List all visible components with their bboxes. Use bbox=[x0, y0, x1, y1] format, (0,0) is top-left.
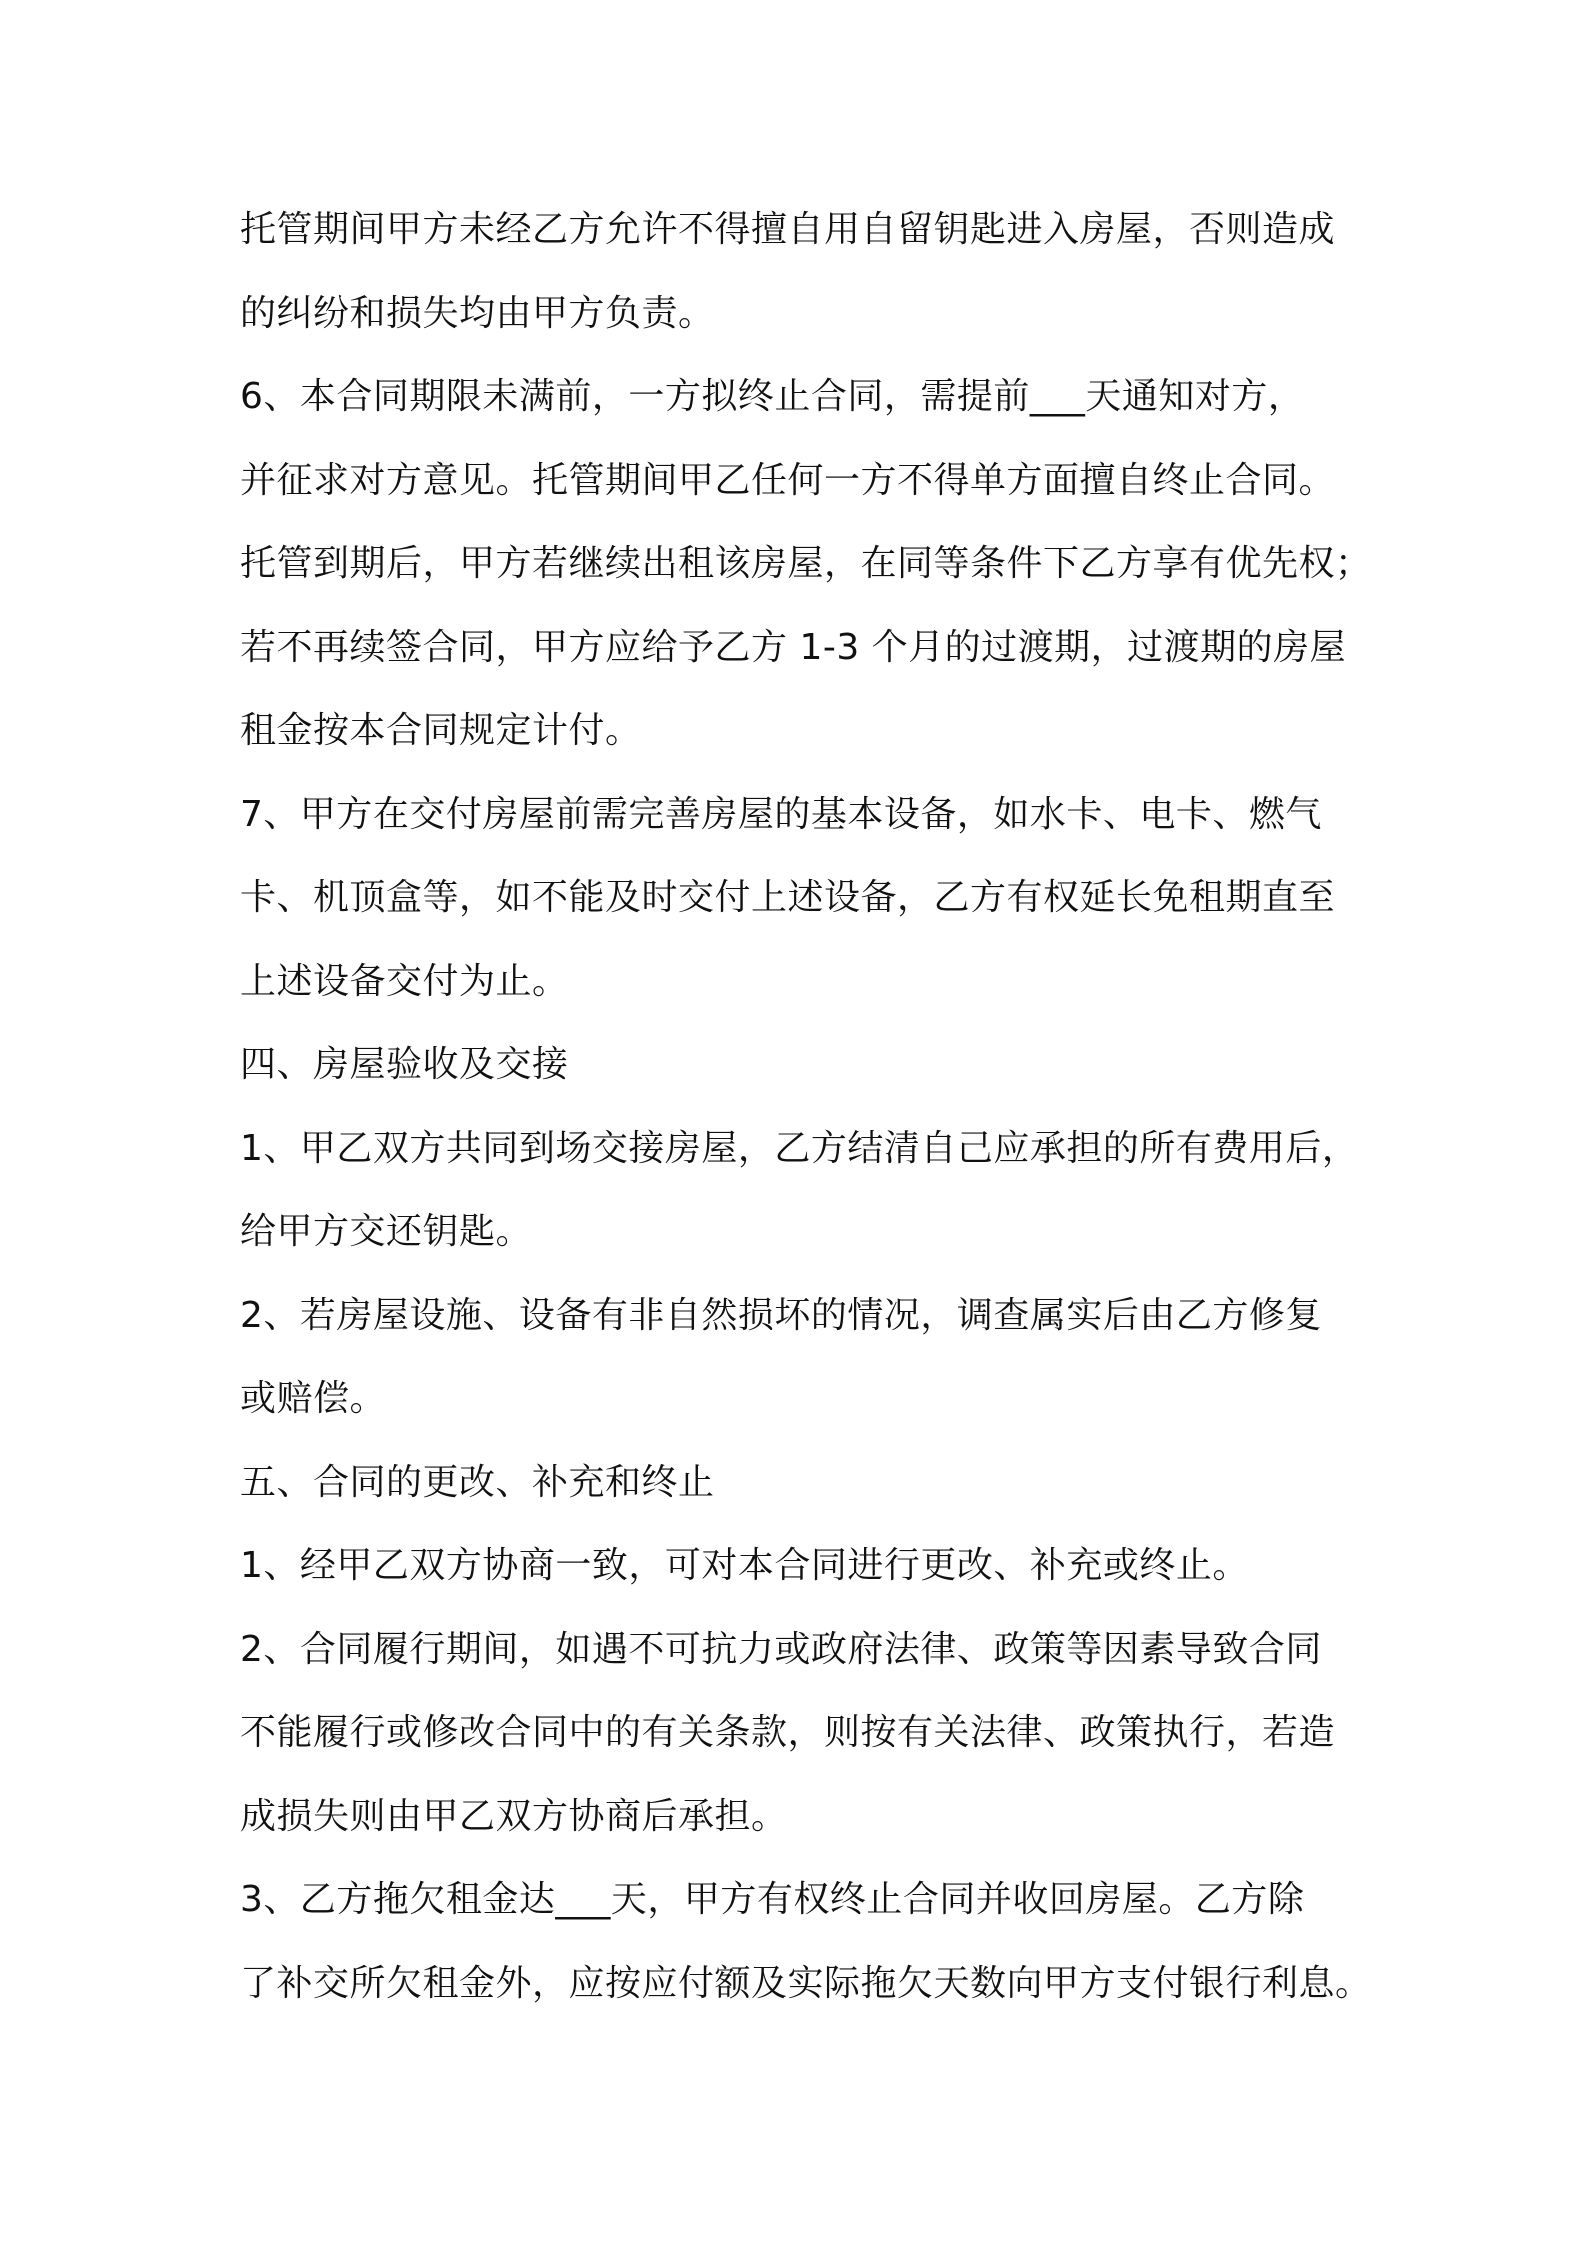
section-heading: 四、房屋验收及交接 bbox=[240, 1044, 569, 1085]
text-line: 3、乙方拖欠租金达___天，甲方有权终止合同并收回房屋。乙方除 bbox=[240, 1879, 1305, 1920]
text-line: 或赔偿。 bbox=[240, 1378, 387, 1419]
text-line: 的纠纷和损失均由甲方负责。 bbox=[240, 292, 715, 334]
section-heading: 五、合同的更改、补充和终止 bbox=[240, 1461, 715, 1503]
text-line: 1、甲乙双方共同到场交接房屋，乙方结清自己应承担的所有费用后， bbox=[240, 1127, 1359, 1169]
text-line: 成损失则由甲乙双方协商后承担。 bbox=[240, 1795, 788, 1837]
text-line: 7、甲方在交付房屋前需完善房屋的基本设备，如水卡、电卡、燃气 bbox=[240, 793, 1322, 835]
text-line: 2、若房屋设施、设备有非自然损坏的情况，调查属实后由乙方修复 bbox=[240, 1294, 1322, 1336]
text-line: 1、经甲乙双方协商一致，可对本合同进行更改、补充或终止。 bbox=[240, 1545, 1249, 1586]
text-line: 给甲方交还钥匙。 bbox=[240, 1211, 533, 1252]
text-line: 不能履行或修改合同中的有关条款，则按有关法律、政策执行，若造 bbox=[240, 1712, 1336, 1753]
text-line: 2、合同履行期间，如遇不可抗力或政府法律、政策等因素导致合同 bbox=[240, 1628, 1322, 1670]
text-line: 托管期间甲方未经乙方允许不得擅自用自留钥匙进入房屋，否则造成 bbox=[240, 209, 1336, 250]
text-line: 托管到期后，甲方若继续出租该房屋，在同等条件下乙方享有优先权； bbox=[240, 543, 1372, 584]
text-line: 若不再续签合同，甲方应给予乙方 1-3 个月的过渡期，过渡期的房屋 bbox=[240, 626, 1347, 668]
text-line: 租金按本合同规定计付。 bbox=[240, 710, 642, 751]
contract-text bbox=[240, 188, 1372, 2025]
text-line: 上述设备交付为止。 bbox=[240, 960, 569, 1002]
text-line: 6、本合同期限未满前，一方拟终止合同，需提前___天通知对方， bbox=[240, 376, 1305, 417]
text-line: 卡、机顶盒等，如不能及时交付上述设备，乙方有权延长免租期直至 bbox=[240, 877, 1336, 918]
text-line: 了补交所欠租金外，应按应付额及实际拖欠天数向甲方支付银行利息。 bbox=[240, 1962, 1372, 2004]
text-line: 并征求对方意见。托管期间甲乙任何一方不得单方面擅自终止合同。 bbox=[240, 459, 1336, 501]
